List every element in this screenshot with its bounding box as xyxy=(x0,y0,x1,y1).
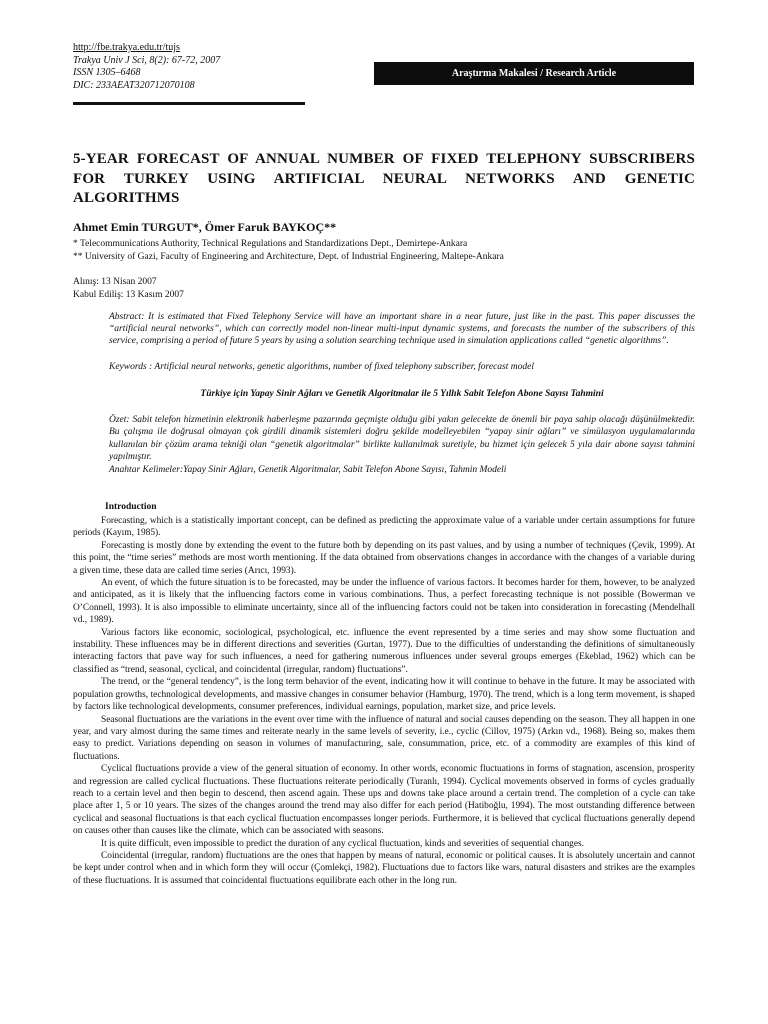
keywords: Keywords : Artificial neural networks, genetic algorithms, number of fixed telephony subscriber, forecast model xyxy=(109,362,534,372)
journal-url[interactable]: http://fbe.trakya.edu.tr/tujs xyxy=(73,42,180,53)
journal-info xyxy=(73,42,220,92)
affiliations xyxy=(73,238,504,263)
paragraph: Forecasting, which is a statistically important concept, can be defined as predicting the approximate value of a variable under certain assumptions for future periods (Kayım, 1985). xyxy=(73,516,695,539)
header-rule xyxy=(73,102,305,105)
article-dates xyxy=(73,276,184,301)
received-date: Alınış: 13 Nisan 2007 xyxy=(73,277,157,287)
turkish-title: Türkiye için Yapay Sinir Ağları ve Genetik Algoritmalar ile 5 Yıllık Sabit Telefon Abone Sayısı Tahmini xyxy=(200,389,604,399)
paragraph: An event, of which the future situation is to be forecasted, may be under the influence of various factors. It becomes harder for them, however, to be analyzed and anticipated, as it is likely that the influencing factors come in various combinations. Thus, a perfect forecasting technique is not possible (Bowerman ve O’Connell, 1993). It is also impossible to eliminate uncertainty, since all of the influencing factors could not be taken into consideration in forecasting (Mendelhall vd., 1989). xyxy=(73,578,695,626)
paragraph: It is quite difficult, even impossible to predict the duration of any cyclical fluctuation, kinds and severities of sequential changes. xyxy=(101,838,585,849)
paragraph: Various factors like economic, sociological, psychological, etc. influence the event represented by a time series and may show some fluctuation and instability. These influences may be in different directions and severities (Gurtan, 1977). Due to the difficulties of understanding the definitions of simultaneously interacting factors that pave way for such influences, a need for gathering numerous influences under several groups emerges (Ekeblad, 1962) which can be classified as “trend, seasonal, cyclical, and coincidental (irregular, random) fluctuations”. xyxy=(73,627,695,675)
body-text xyxy=(73,515,695,887)
article-type-banner: Araştırma Makalesi / Research Article xyxy=(374,62,694,85)
paragraph: Coincidental (irregular, random) fluctuations are the ones that happen by means of natural, economic or political causes. It is absolutely uncertain and cannot be kept under control when and in which form they will occur (Çomlekçi, 1982). Fluctuations due to factors like wars, natural disasters and strikes are the examples of these fluctuations. It is assumed that coincidental fluctuations equilibrate each other in the long run. xyxy=(73,850,695,886)
paragraph: Seasonal fluctuations are the variations in the event over time with the influence of natural and social causes depending on the season. They all happen in one year, and vary almost during the same times and reiterate nearly in the same levels of severity, i.e., cyclic (Cillov, 1975) (Arkın vd., 1968). Being so, makes them easy to predict. Variations depending on season in volumes of manufacturing, sale, consummation, price, etc. of a commodity are examples of this kind of fluctuations. xyxy=(73,714,695,762)
section-heading-introduction: Introduction xyxy=(105,502,157,512)
affiliation-2: ** University of Gazi, Faculty of Engineering and Architecture, Dept. of Industrial Engineering, Maltepe-Ankara xyxy=(73,251,504,262)
journal-doi: DIC: 233AEAT320712070108 xyxy=(73,79,195,91)
paper-title: 5-YEAR FORECAST OF ANNUAL NUMBER OF FIXED TELEPHONY SUBSCRIBERS FOR TURKEY USING ARTIFICIAL NEURAL NETWORKS AND GENETIC ALGORITHMS xyxy=(73,151,695,206)
turkish-keywords: Anahtar Kelimeler:Yapay Sinir Ağları, Genetik Algoritmalar, Sabit Telefon Abone Sayısı, Tahmin Modeli xyxy=(109,465,507,475)
abstract: Abstract: It is estimated that Fixed Telephony Service will have an important share in a near future, just like in the past. This paper discusses the “artificial neural networks”, which can correctly model non-linear multi-input dynamic systems, and forecasts the number of the subscribers of this service, comprising a period of future 5 years by using a solution searching technique used in simulation applications called “genetic algorithms”. xyxy=(109,312,695,346)
journal-issn: ISSN 1305–6468 xyxy=(73,67,141,78)
paper-authors: Ahmet Emin TURGUT*, Ömer Faruk BAYKOÇ** xyxy=(73,220,337,234)
paragraph: Forecasting is mostly done by extending the event to the future both by depending on its past values, and by using a number of techniques (Çevik, 1999). At this point, the “time series” methods are most worth mentioning. If the data obtained from observations changes in accordance with the changes of a variable during a given time, these data are called time series (Arıcı, 1993). xyxy=(73,540,695,576)
paragraph: The trend, or the “general tendency”, is the long term behavior of the event, indicating how it will continue to behave in the future. It may be associated with population growths, technological developments, and massive changes in consumer behavior (Hamburg, 1970). The trend, which is a long term movement, is shaped by factors like technological developments, consumer preferences, individual earnings, population, market size, and price levels. xyxy=(73,677,695,713)
journal-citation: Trakya Univ J Sci, 8(2): 67-72, 2007 xyxy=(73,54,221,66)
accepted-date: Kabul Ediliş: 13 Kasım 2007 xyxy=(73,289,184,300)
turkish-abstract: Özet: Sabit telefon hizmetinin elektronik haberleşme pazarında geçmişte olduğu gibi yakın gelecekte de önemli bir paya sahip olacağı düşünülmektedir. Bu çalışma ile doğrusal olmayan çok girdili dinamik sistemleri doğru şekilde modelleyebilen “yapay sinir ağları” ve simülasyon uygulamalarında kullanılan bir çözüm arama tekniği olan “genetik algoritmalar” birlikte kullanılmak suretiyle, bu hizmet için gelecek 5 yıla dair abone sayısı tahmini yapılmıştır. xyxy=(109,415,695,462)
affiliation-1: * Telecommunications Authority, Technical Regulations and Standardizations Dept., Demirtepe-Ankara xyxy=(73,239,468,249)
paragraph: Cyclical fluctuations provide a view of the general situation of economy. In other words, economic fluctuations in forms of stagnation, ascension, prosperity and regression are called cyclical fluctuations. These fluctuations reiterate periodically (Turanlı, 1994). Cyclical movements observed in forms of cycles gradually reach to a certain level and then begin to descend, then ascend again. These ups and downs take place around a certain trend. The completion of a cycle can take place after 1, 5 or 10 years. The sizes of the changes around the trend may also differ for each period (Hatiboğlu, 1994). The most outstanding difference between cyclical and seasonal fluctuations is that each cyclical fluctuation encompasses longer periods. Furthermore, it is believed that cyclical fluctuations generally depend on causes other than causes like the climate, which can be associated with seasons. xyxy=(73,764,695,837)
